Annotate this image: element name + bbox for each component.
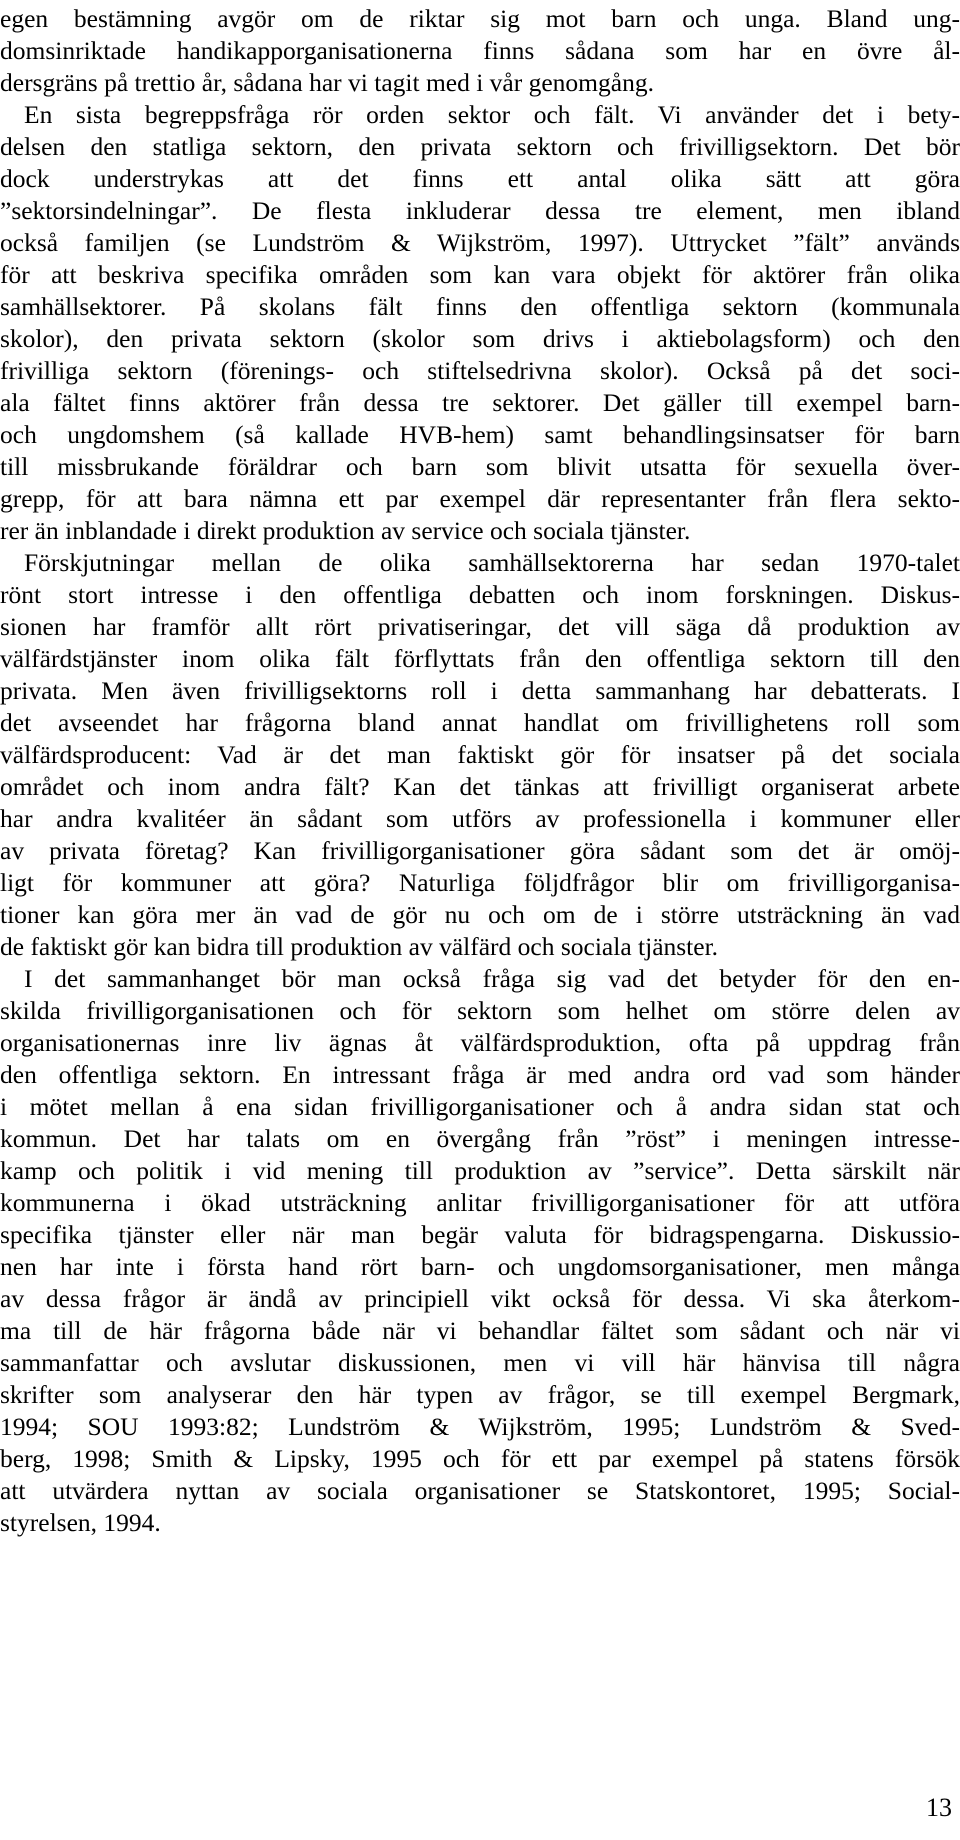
text-line: sammanfattar och avslutar diskussionen, men vi vill här hänvisa till några <box>0 1348 960 1377</box>
text-line: skilda frivilligorganisationen och för sektorn som helhet om större delen av <box>0 996 960 1025</box>
text-line: ligt för kommuner att göra? Naturliga följdfrågor blir om frivilligorganisa- <box>0 868 960 897</box>
text-line: Förskjutningar mellan de olika samhällsektorerna har sedan 1970-talet <box>24 548 960 577</box>
text-line: I det sammanhanget bör man också fråga sig vad det betyder för den en- <box>24 964 960 993</box>
text-line: specifika tjänster eller när man begär valuta för bidragspengarna. Diskussio- <box>0 1220 960 1249</box>
text-line: kamp och politik i vid mening till produktion av ”service”. Detta särskilt när <box>0 1156 960 1185</box>
text-line: domsinriktade handikapporganisationerna finns sådana som har en övre ål- <box>0 36 960 65</box>
text-line: styrelsen, 1994. <box>0 1508 161 1537</box>
text-line: att utvärdera nyttan av sociala organisationer se Statskontoret, 1995; Social- <box>0 1476 960 1505</box>
text-line: 1994; SOU 1993:82; Lundström & Wijkström, 1995; Lundström & Sved- <box>0 1412 960 1441</box>
text-line: i mötet mellan å ena sidan frivilligorganisationer och å andra sidan stat och <box>0 1092 960 1121</box>
text-line: skolor), den privata sektorn (skolor som drivs i aktiebolagsform) och den <box>0 324 960 353</box>
text-line: den offentliga sektorn. En intressant fråga är med andra ord vad som händer <box>0 1060 960 1089</box>
text-line: dersgräns på trettio år, sådana har vi tagit med i vår genomgång. <box>0 68 654 97</box>
text-line: organisationernas inre liv ägnas åt välfärdsproduktion, ofta på uppdrag från <box>0 1028 960 1057</box>
text-line: egen bestämning avgör om de riktar sig mot barn och unga. Bland ung- <box>0 4 960 33</box>
text-line: kommunerna i ökad utsträckning anlitar frivilligorganisationer för att utföra <box>0 1188 960 1217</box>
text-line: rönt stort intresse i den offentliga debatten och inom forskningen. Diskus- <box>0 580 960 609</box>
text-line: ma till de här frågorna både när vi behandlar fältet som sådant och när vi <box>0 1316 960 1345</box>
text-line: berg, 1998; Smith & Lipsky, 1995 och för ett par exempel på statens försök <box>0 1444 960 1473</box>
text-line: området och inom andra fält? Kan det tänkas att frivilligt organiserat arbete <box>0 772 960 801</box>
text-line: skrifter som analyserar den här typen av frågor, se till exempel Bergmark, <box>0 1380 960 1409</box>
text-line: samhällsektorer. På skolans fält finns den offentliga sektorn (kommunala <box>0 292 960 321</box>
text-line: har andra kvalitéer än sådant som utförs av professionella i kommuner eller <box>0 804 960 833</box>
text-line: delsen den statliga sektorn, den privata sektorn och frivilligsektorn. Det bör <box>0 132 960 161</box>
text-line: av dessa frågor är ändå av principiell vikt också för dessa. Vi ska återkom- <box>0 1284 960 1313</box>
text-line: och ungdomshem (så kallade HVB-hem) samt behandlingsinsatser för barn <box>0 420 960 449</box>
text-line: rer än inblandade i direkt produktion av service och sociala tjänster. <box>0 516 691 545</box>
text-line: frivilliga sektorn (förenings- och stiftelsedrivna skolor). Också på det soci- <box>0 356 960 385</box>
text-line: kommun. Det har talats om en övergång från ”röst” i meningen intresse- <box>0 1124 960 1153</box>
text-line: ala fältet finns aktörer från dessa tre sektorer. Det gäller till exempel barn- <box>0 388 960 417</box>
text-line: välfärdstjänster inom olika fält förflyttats från den offentliga sektorn till den <box>0 644 960 673</box>
text-line: privata. Men även frivilligsektorns roll i detta sammanhang har debatterats. I <box>0 676 960 705</box>
text-line: sionen har framför allt rört privatiseringar, det vill säga då produktion av <box>0 612 960 641</box>
text-line: av privata företag? Kan frivilligorganisationer göra sådant som det är omöj- <box>0 836 960 865</box>
text-line: också familjen (se Lundström & Wijkström, 1997). Uttrycket ”fält” används <box>0 228 960 257</box>
page-number: 13 <box>926 1793 952 1822</box>
text-line: de faktiskt gör kan bidra till produktion av välfärd och sociala tjänster. <box>0 932 719 961</box>
text-line: till missbrukande föräldrar och barn som blivit utsatta för sexuella över- <box>0 452 960 481</box>
text-line: välfärdsproducent: Vad är det man faktiskt gör för insatser på det sociala <box>0 740 960 769</box>
text-line: för att beskriva specifika områden som kan vara objekt för aktörer från olika <box>0 260 960 289</box>
text-line: ”sektorsindelningar”. De flesta inkluderar dessa tre element, men ibland <box>0 196 960 225</box>
text-line: grepp, för att bara nämna ett par exempel där representanter från flera sekto- <box>0 484 960 513</box>
text-line: det avseendet har frågorna bland annat handlat om frivillighetens roll som <box>0 708 960 737</box>
text-line: dock understrykas att det finns ett antal olika sätt att göra <box>0 164 960 193</box>
text-line: nen har inte i första hand rört barn- och ungdomsorganisationer, men många <box>0 1252 960 1281</box>
text-line: En sista begreppsfråga rör orden sektor och fält. Vi använder det i bety- <box>24 100 960 129</box>
text-line: tioner kan göra mer än vad de gör nu och om de i större utsträckning än vad <box>0 900 960 929</box>
